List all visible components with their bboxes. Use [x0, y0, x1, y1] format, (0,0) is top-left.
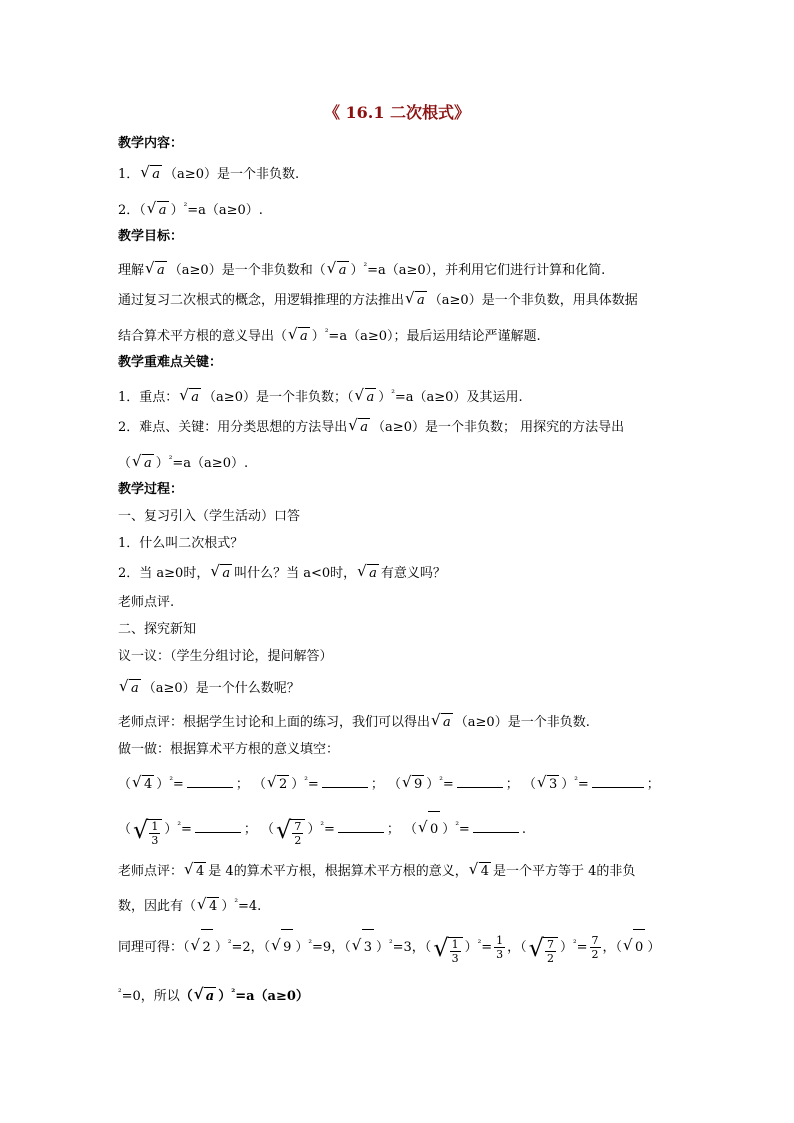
discuss-question: √ a （a≥0）是一个什么数呢？	[118, 679, 300, 698]
content-line-1-number: 1．	[118, 167, 140, 182]
process-review-heading: 一、复习引入（学生活动）口答	[118, 509, 301, 524]
section-heading-key: 教学重难点关键：	[118, 355, 223, 370]
explore-heading: 二、探究新知	[118, 622, 197, 637]
sqrt-a-symbol: √ a	[141, 165, 162, 184]
page-title: 《 16.1 二次根式》	[323, 103, 471, 122]
teacher-comment-4: 数，因此有（√ 4 ）$^{^2}$=4.	[118, 894, 261, 916]
section-heading-process: 教学过程：	[118, 482, 184, 497]
goal-line-1: 理解√ a （a≥0）是一个非负数和（√ a ）$^{^2}$=a（a≥0），并利用它们进行计算和化简.	[118, 258, 605, 280]
sqrt-a-symbol: √ a	[180, 388, 201, 407]
key-line-2: 2．难点、关键：用分类思想的方法导出√ a （a≥0）是一个非负数； 用探究的方法导出	[118, 418, 624, 437]
content-line-1: 1．√ a （a≥0）是一个非负数.	[118, 165, 299, 184]
key-line-3: （√ a ）$^{^2}$=a（a≥0）.	[118, 451, 248, 473]
sqrt-a-symbol: √ a	[406, 291, 427, 310]
answer-blank[interactable]	[592, 775, 644, 788]
question-1: 1．什么叫二次根式？	[118, 536, 244, 551]
answer-blank[interactable]	[195, 820, 241, 833]
answer-blank[interactable]	[322, 775, 368, 788]
try-heading: 做一做：根据算术平方根的意义填空：	[118, 742, 340, 757]
sqrt-a-symbol: √ a	[148, 201, 169, 220]
similar-results-line: 同理可得：（√ 2 ）$^{^2}$=2，（√ 9 ）$^{^2}$=9，（√ 3 ）$^{^2}$=3，（ √ $\frac{1}{3}$ ）$^{^2}$= $\frac{1}{3}$ ，（ √ $\frac{7}{2}$ ）$^{^2}$= $\frac{7}{2}$ ，（√ 0 ）	[118, 926, 660, 966]
content-line-2-text: =a（a≥0）.	[187, 203, 263, 218]
section-heading-content: 教学内容：	[118, 136, 184, 151]
sqrt-a-symbol: √ a	[146, 261, 167, 280]
goal-line-3: 结合算术平方根的意义导出（√ a ）$^{^2}$=a（a≥0）；最后运用结论严谨解题.	[118, 324, 541, 346]
answer-blank[interactable]	[338, 820, 384, 833]
teacher-comment-2: 老师点评：根据学生讨论和上面的练习，我们可以得出√ a （a≥0）是一个非负数.	[118, 713, 590, 732]
fill-blank-row-1: （√ 4 ）$^{^2}$= ； （√ 2 ）$^{^2}$= ； （√ 9 ）$^{^2}$= ； （√ 3 ）$^{^2}$= ；	[118, 772, 660, 794]
content-line-1-text: 是一个非负数.	[216, 167, 300, 182]
answer-blank[interactable]	[187, 775, 233, 788]
section-heading-goal: 教学目标：	[118, 229, 184, 244]
teacher-comment-1: 老师点评.	[118, 595, 175, 610]
final-formula: =a（a≥0）	[235, 989, 309, 1004]
teacher-comment-3: 老师点评：√ 4 是 4的算术平方根，根据算术平方根的意义，√ 4 是一个平方等于 4的非负	[118, 862, 635, 881]
answer-blank[interactable]	[473, 820, 519, 833]
discuss-line: 议一议：（学生分组讨论，提问解答）	[118, 649, 333, 664]
answer-blank[interactable]	[457, 775, 503, 788]
conclusion-line: $^{^2}$=0，所以（√ a ）$^{^2}$=a（a≥0）	[118, 984, 309, 1006]
key-line-1: 1．重点：√ a （a≥0）是一个非负数；（√ a ）$^{^2}$=a（a≥0）及其运用.	[118, 385, 523, 407]
question-2: 2．当 a≥0时，√ a 叫什么？当 a<0时，√ a 有意义吗？	[118, 564, 446, 583]
goal-line-2: 通过复习二次根式的概念，用逻辑推理的方法推出√ a （a≥0）是一个非负数，用具体数据	[118, 291, 638, 310]
content-line-2: 2．（√ a ）$^{^2}$=a（a≥0）.	[118, 198, 263, 220]
fill-blank-row-2: （ √ $\frac{1}{3}$ ）$^{^2}$= ； （ √ $\frac{7}{2}$ ）$^{^2}$= ； （√ 0 ）$^{^2}$= .	[118, 808, 526, 848]
sqrt-a-symbol: √ a	[349, 418, 370, 437]
